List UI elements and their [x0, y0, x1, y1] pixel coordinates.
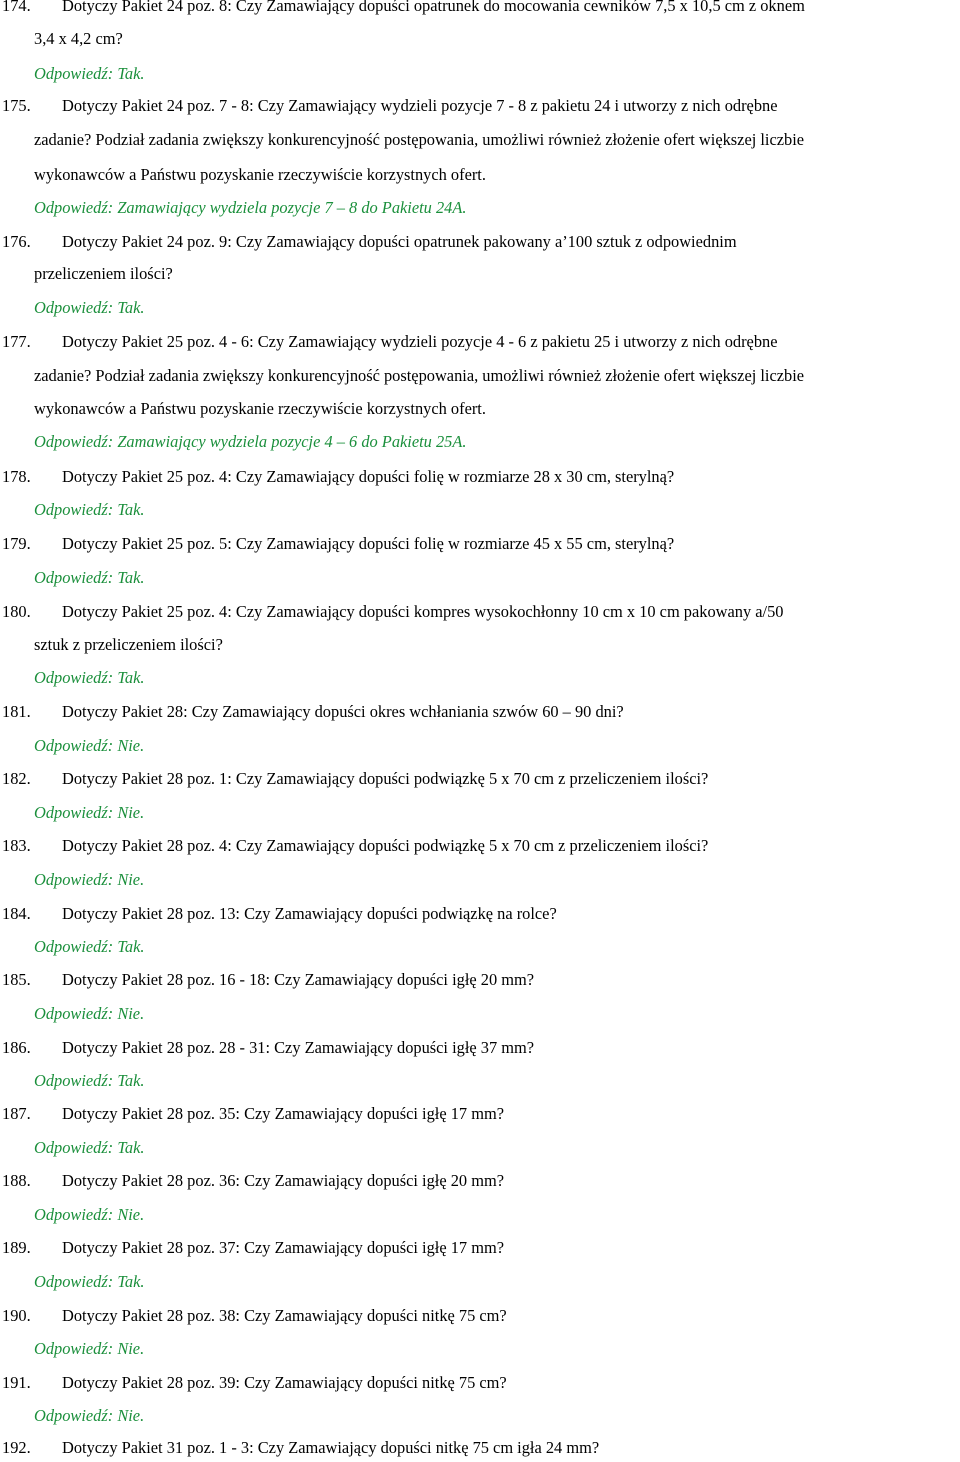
- question-line-1: Dotyczy Pakiet 28 poz. 35: Czy Zamawiający dopuści igłę 17 mm?: [62, 1104, 504, 1123]
- question-line-3: wykonawców a Państwu pozyskanie rzeczywiście korzystnych ofert.: [34, 399, 486, 418]
- answer-text: Odpowiedź: Tak.: [34, 1272, 145, 1291]
- question-line-1: Dotyczy Pakiet 28 poz. 28 - 31: Czy Zamawiający dopuści igłę 37 mm?: [62, 1038, 535, 1057]
- question-number: 178.: [2, 467, 31, 486]
- question-line-1: Dotyczy Pakiet 25 poz. 4: Czy Zamawiający dopuści folię w rozmiarze 28 x 30 cm, sterylną?: [62, 467, 675, 486]
- answer-text: Odpowiedź: Nie.: [34, 736, 145, 755]
- answer-text: Odpowiedź: Nie.: [34, 870, 145, 889]
- question-line-1: Dotyczy Pakiet 28 poz. 1: Czy Zamawiający dopuści podwiązkę 5 x 70 cm z przeliczeniem ilości?: [62, 769, 709, 788]
- answer-text: Odpowiedź: Zamawiający wydziela pozycje 4 – 6 do Pakietu 25A.: [34, 432, 467, 451]
- question-number: 175.: [2, 96, 31, 115]
- question-number: 186.: [2, 1038, 31, 1057]
- question-number: 185.: [2, 970, 31, 989]
- question-number: 183.: [2, 836, 31, 855]
- answer-text: Odpowiedź: Tak.: [34, 668, 145, 687]
- question-number: 182.: [2, 769, 31, 788]
- answer-text: Odpowiedź: Nie.: [34, 1339, 145, 1358]
- question-number: 188.: [2, 1171, 31, 1190]
- question-line-2: zadanie? Podział zadania zwiększy konkurencyjność postępowania, umożliwi również złożenie ofert większej liczbie: [34, 130, 805, 149]
- question-line-1: Dotyczy Pakiet 28 poz. 39: Czy Zamawiający dopuści nitkę 75 cm?: [62, 1373, 507, 1392]
- question-line-2: przeliczeniem ilości?: [34, 264, 173, 283]
- answer-text: Odpowiedź: Tak.: [34, 1138, 145, 1157]
- question-number: 184.: [2, 904, 31, 923]
- question-line-1: Dotyczy Pakiet 28 poz. 13: Czy Zamawiający dopuści podwiązkę na rolce?: [62, 904, 557, 923]
- answer-text: Odpowiedź: Nie.: [34, 803, 145, 822]
- question-line-1: Dotyczy Pakiet 25 poz. 4: Czy Zamawiający dopuści kompres wysokochłonny 10 cm x 10 cm pakowany a/50: [62, 602, 784, 621]
- answer-text: Odpowiedź: Tak.: [34, 937, 145, 956]
- question-number: 179.: [2, 534, 31, 553]
- question-number: 180.: [2, 602, 31, 621]
- question-line-2: zadanie? Podział zadania zwiększy konkurencyjność postępowania, umożliwi również złożenie ofert większej liczbie: [34, 366, 805, 385]
- answer-text: Odpowiedź: Tak.: [34, 298, 145, 317]
- question-line-1: Dotyczy Pakiet 25 poz. 4 - 6: Czy Zamawiający wydzieli pozycje 4 - 6 z pakietu 25 i utworzy z nich odrębne: [62, 332, 778, 351]
- question-number: 176.: [2, 232, 31, 251]
- answer-text: Odpowiedź: Nie.: [34, 1406, 145, 1425]
- question-number: 191.: [2, 1373, 31, 1392]
- question-line-2: sztuk z przeliczeniem ilości?: [34, 635, 223, 654]
- answer-text: Odpowiedź: Tak.: [34, 64, 145, 83]
- answer-text: Odpowiedź: Tak.: [34, 568, 145, 587]
- question-line-1: Dotyczy Pakiet 31 poz. 1 - 3: Czy Zamawiający dopuści nitkę 75 cm igła 24 mm?: [62, 1438, 600, 1457]
- question-text: Dotyczy Pakiet 24 poz. 8: Czy Zamawiający dopuści opatrunek do mocowania cewników 7,5 x 10,5 cm z oknem: [62, 0, 805, 15]
- question-line-1: Dotyczy Pakiet 25 poz. 5: Czy Zamawiający dopuści folię w rozmiarze 45 x 55 cm, sterylną?: [62, 534, 675, 553]
- question-line-2: 3,4 x 4,2 cm?: [34, 29, 123, 48]
- answer-text: Odpowiedź: Zamawiający wydziela pozycje 7 – 8 do Pakietu 24A.: [34, 198, 467, 217]
- question-number: 174.: [2, 0, 31, 15]
- question-line-1: Dotyczy Pakiet 28 poz. 37: Czy Zamawiający dopuści igłę 17 mm?: [62, 1238, 504, 1257]
- question-number: 192.: [2, 1438, 31, 1457]
- question-line-1: Dotyczy Pakiet 28 poz. 36: Czy Zamawiający dopuści igłę 20 mm?: [62, 1171, 504, 1190]
- answer-text: Odpowiedź: Nie.: [34, 1004, 145, 1023]
- answer-text: Odpowiedź: Tak.: [34, 1071, 145, 1090]
- question-line-1: Dotyczy Pakiet 28 poz. 4: Czy Zamawiający dopuści podwiązkę 5 x 70 cm z przeliczeniem ilości?: [62, 836, 709, 855]
- question-line-1: Dotyczy Pakiet 24 poz. 9: Czy Zamawiający dopuści opatrunek pakowany a’100 sztuk z odpowiednim: [62, 232, 737, 251]
- question-line-1: Dotyczy Pakiet 28 poz. 16 - 18: Czy Zamawiający dopuści igłę 20 mm?: [62, 970, 535, 989]
- question-line-1: Dotyczy Pakiet 28 poz. 38: Czy Zamawiający dopuści nitkę 75 cm?: [62, 1306, 507, 1325]
- question-number: 189.: [2, 1238, 31, 1257]
- question-number: 187.: [2, 1104, 31, 1123]
- question-line-1: [62, 0, 956, 16]
- question-number: 181.: [2, 702, 31, 721]
- question-line-3: wykonawców a Państwu pozyskanie rzeczywiście korzystnych ofert.: [34, 165, 486, 184]
- question-line-1: Dotyczy Pakiet 24 poz. 7 - 8: Czy Zamawiający wydzieli pozycje 7 - 8 z pakietu 24 i utworzy z nich odrębne: [62, 96, 778, 115]
- question-line-1: Dotyczy Pakiet 28: Czy Zamawiający dopuści okres wchłaniania szwów 60 – 90 dni?: [62, 702, 624, 721]
- question-number: 177.: [2, 332, 31, 351]
- answer-text: Odpowiedź: Nie.: [34, 1205, 145, 1224]
- answer-text: Odpowiedź: Tak.: [34, 500, 145, 519]
- question-number: 190.: [2, 1306, 31, 1325]
